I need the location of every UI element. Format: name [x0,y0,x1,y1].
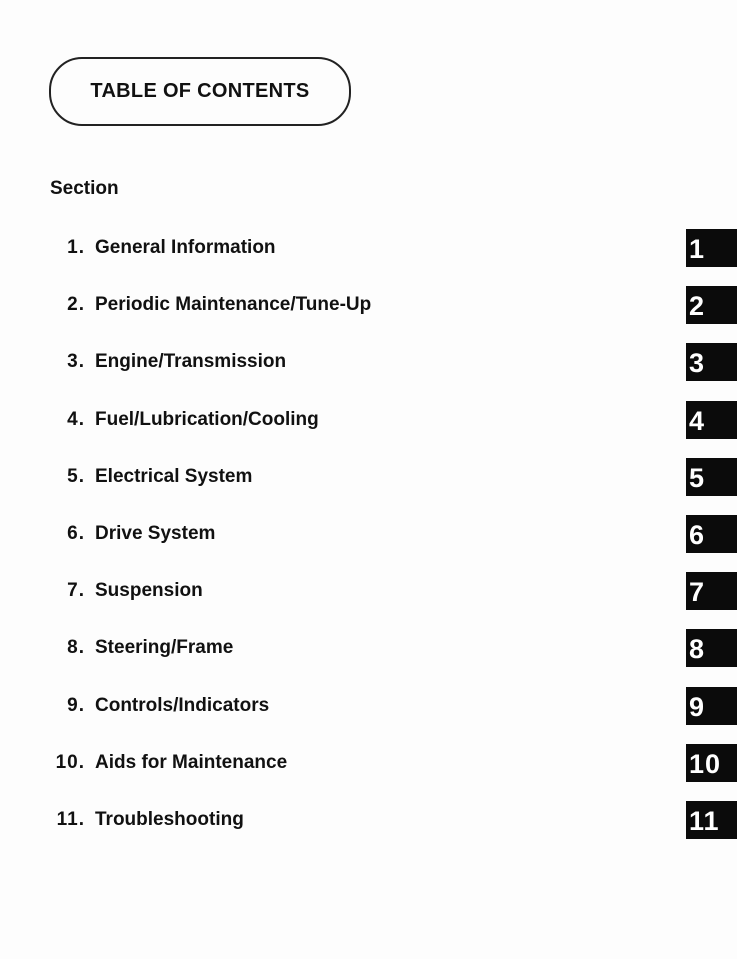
section-tab[interactable]: 10 [686,744,737,782]
toc-item[interactable] [0,515,737,553]
section-number: 9. [67,694,85,716]
section-number: 4. [67,408,85,430]
section-label[interactable]: General Information [95,237,276,258]
toc-item[interactable] [0,744,737,782]
section-label[interactable]: Periodic Maintenance/Tune-Up [95,294,372,316]
toc-item[interactable] [0,401,737,439]
section-number: 6. [67,523,85,544]
section-label[interactable]: Steering/Frame [95,637,234,659]
section-tab[interactable]: 3 [686,343,737,381]
section-label[interactable]: Suspension [95,580,203,602]
section-number: 5. [67,465,85,487]
section-number: 1. [67,237,85,258]
section-heading: Section [50,178,119,199]
toc-item[interactable] [0,286,737,324]
toc-item[interactable] [0,458,737,496]
toc-item[interactable] [0,629,737,667]
toc-item[interactable] [0,229,737,267]
section-number: 10. [55,751,85,773]
page-title: TABLE OF CONTENTS [49,57,351,126]
section-number: 8. [67,637,85,659]
section-number: 3. [67,351,85,373]
section-label[interactable]: Aids for Maintenance [95,751,288,773]
toc-item[interactable] [0,572,737,610]
section-label[interactable]: Controls/Indicators [95,694,270,716]
section-tab[interactable]: 8 [686,629,737,667]
toc-item[interactable] [0,801,737,839]
section-number: 11. [56,809,85,830]
section-tab[interactable]: 5 [686,458,737,496]
section-tab[interactable]: 4 [686,401,737,439]
section-label[interactable]: Troubleshooting [95,809,244,830]
section-number: 7. [67,580,85,602]
section-number: 2. [67,294,85,316]
section-label[interactable]: Electrical System [95,465,253,487]
section-tab[interactable]: 1 [686,229,737,267]
section-tab[interactable]: 9 [686,687,737,725]
section-label[interactable]: Drive System [95,523,216,544]
toc-item[interactable] [0,343,737,381]
section-tab[interactable]: 6 [686,515,737,553]
section-tab[interactable]: 2 [686,286,737,324]
toc-item[interactable] [0,687,737,725]
section-label[interactable]: Fuel/Lubrication/Cooling [95,408,319,430]
section-label[interactable]: Engine/Transmission [95,351,287,373]
section-tab[interactable]: 7 [686,572,737,610]
section-tab[interactable]: 11 [686,801,737,839]
